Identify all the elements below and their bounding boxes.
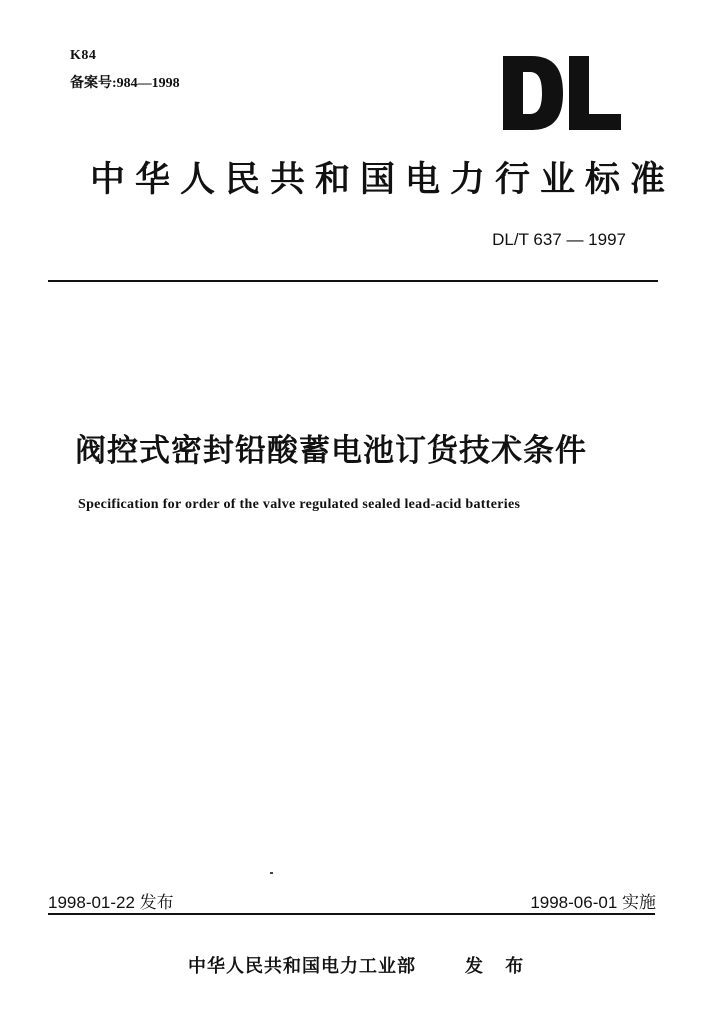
classification-code: K84 — [70, 48, 97, 63]
bottom-divider — [48, 913, 655, 915]
implementation-date: 1998-06-01 实施 — [530, 893, 656, 912]
top-divider — [48, 280, 658, 282]
standard-number: DL/T 637 — 1997 — [492, 230, 626, 249]
publisher: 中华人民共和国电力工业部 — [188, 956, 416, 977]
document-title-en: Specification for order of the valve regulated sealed lead-acid batteries — [78, 497, 521, 512]
issue-date: 1998-01-22 发布 — [48, 893, 174, 912]
dl-logo-l — [569, 56, 621, 130]
publish-label: 发 布 — [465, 956, 532, 977]
scan-speck — [270, 872, 273, 874]
dl-logo-d — [503, 56, 563, 130]
industry-standard-title: 中华人民共和国电力行业标准 — [90, 160, 676, 200]
dl-logo — [503, 56, 623, 130]
document-title-cn: 阀控式密封铅酸蓄电池订货技术条件 — [75, 433, 587, 469]
record-number: 备案号:984—1998 — [70, 76, 180, 91]
